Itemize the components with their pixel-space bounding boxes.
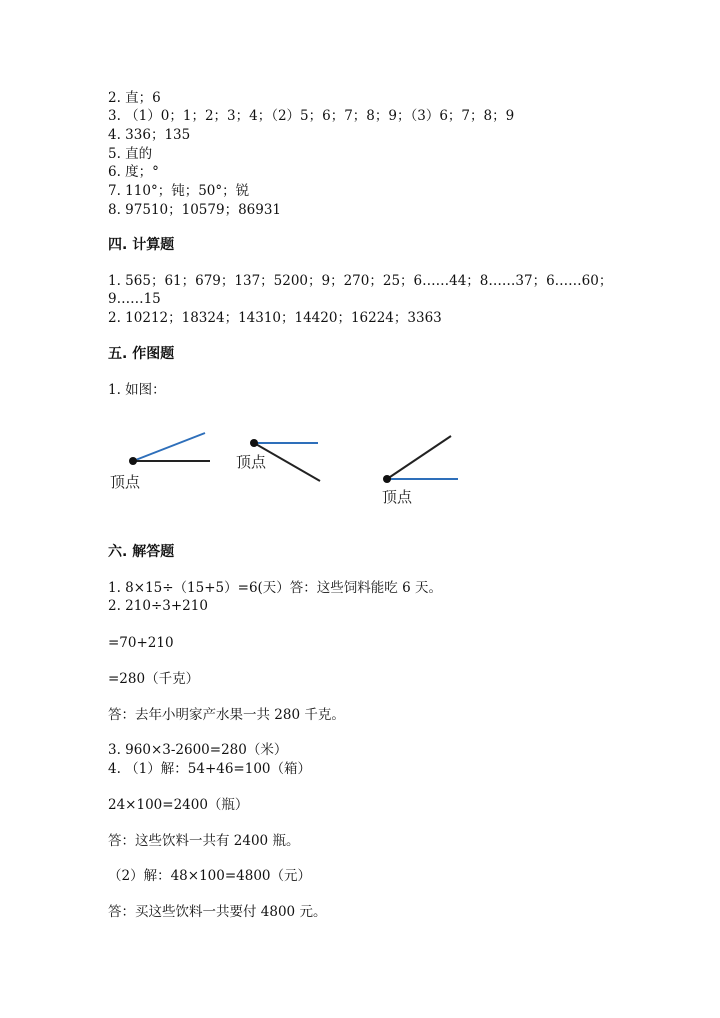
section-heading-calculation: 四. 计算题 — [108, 237, 175, 253]
answer-line: 答：这些饮料一共有 2400 瓶。 — [108, 833, 300, 849]
answer-line: 7. 110°；钝；50°；锐 — [108, 183, 250, 199]
answer-line: 3. 960×3-2600=280（米） — [108, 742, 288, 758]
answer-line: 5. 直的 — [108, 146, 153, 162]
section-heading-word-problems: 六. 解答题 — [108, 544, 175, 560]
angle-3-vertex — [383, 475, 391, 483]
angle-3 — [382, 436, 458, 506]
answer-line: 2. 直；6 — [108, 90, 161, 106]
angle-1-blue-ray — [133, 433, 205, 461]
answer-line: 2. 210÷3+210 — [108, 598, 208, 614]
answer-line: 6. 度；° — [108, 164, 159, 180]
answer-line: 答：去年小明家产水果一共 280 千克。 — [108, 707, 345, 723]
answer-line: （2）解：48×100=4800（元） — [108, 868, 312, 884]
answer-line: 1. 565；61；679；137；5200；9；270；25；6……44；8……37；6……60； — [108, 273, 613, 289]
vertex-label: 顶点 — [382, 488, 413, 506]
angle-2-vertex — [250, 439, 258, 447]
vertex-label: 顶点 — [110, 473, 141, 491]
answer-line: =280（千克） — [108, 671, 200, 687]
answer-line: 24×100=2400（瓶） — [108, 797, 249, 813]
answer-line: 9……15 — [108, 291, 161, 307]
angle-1 — [110, 433, 210, 491]
vertex-label: 顶点 — [236, 453, 267, 471]
angle-1-vertex — [129, 457, 137, 465]
section-heading-drawing: 五. 作图题 — [108, 346, 175, 362]
angle-2 — [236, 439, 320, 481]
answer-line: 4. （1）解：54+46=100（箱） — [108, 761, 312, 777]
angle-drawings — [100, 424, 480, 514]
answer-line: 8. 97510；10579；86931 — [108, 202, 282, 218]
answer-line: 答：买这些饮料一共要付 4800 元。 — [108, 904, 327, 920]
answer-line: 3. （1）0；1；2；3；4；（2）5；6；7；8；9；（3）6；7；8；9 — [108, 108, 515, 124]
answer-line: 1. 如图： — [108, 382, 166, 398]
answer-line: 4. 336；135 — [108, 127, 191, 143]
angle-3-black-ray — [387, 436, 451, 479]
answer-line: =70+210 — [108, 635, 174, 651]
answer-line: 1. 8×15÷（15+5）=6(天）答：这些饲料能吃 6 天。 — [108, 580, 442, 596]
answer-line: 2. 10212；18324；14310；14420；16224；3363 — [108, 310, 442, 326]
